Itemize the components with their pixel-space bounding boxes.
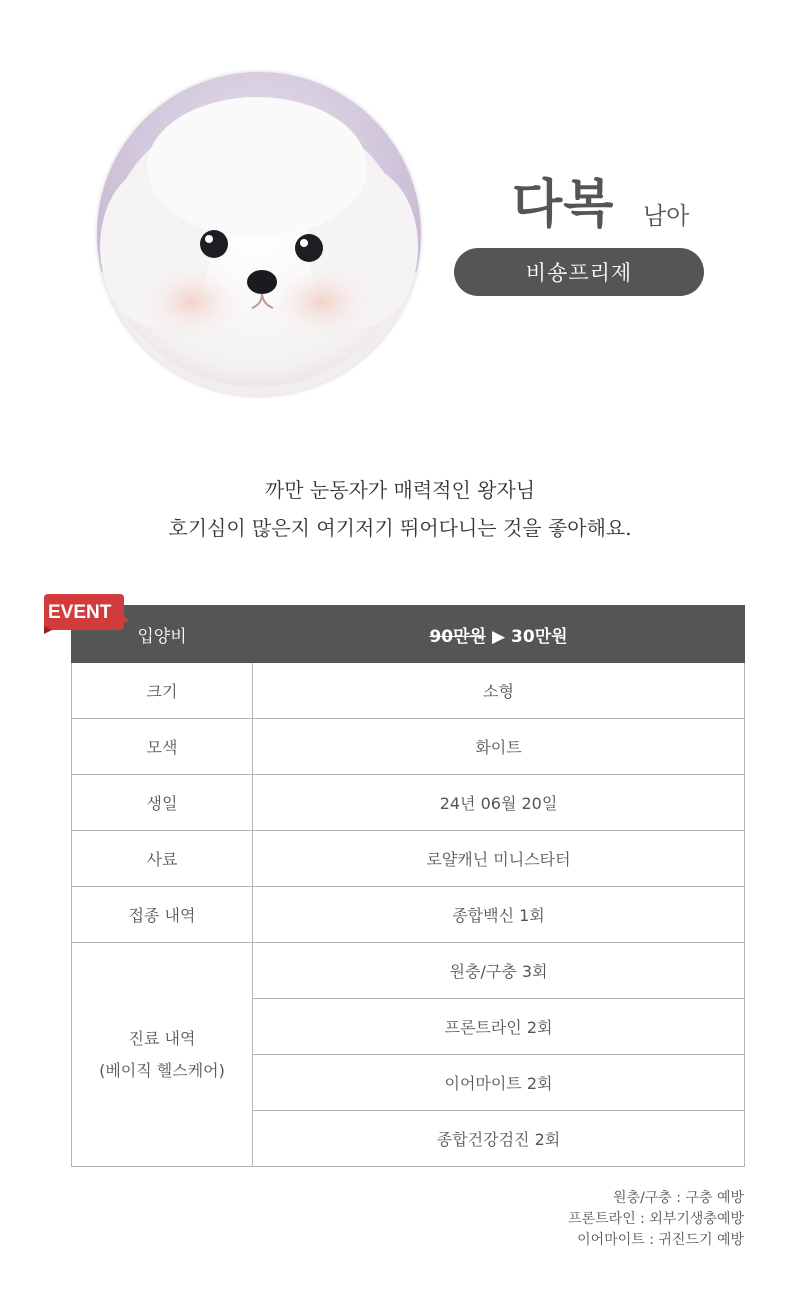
row-label: 크기	[72, 663, 253, 719]
table-row-food	[72, 831, 745, 887]
bichon-puppy-illustration	[97, 72, 421, 396]
table-row-medical	[72, 943, 745, 999]
row-value: 종합백신 1회	[253, 887, 745, 943]
table-row-color	[72, 719, 745, 775]
medical-label	[72, 943, 253, 1167]
adoption-fee-value	[253, 606, 745, 663]
row-value: 소형	[253, 663, 745, 719]
row-value: 로얄캐닌 미니스타터	[253, 831, 745, 887]
adoption-info-table	[71, 605, 745, 1167]
event-label: EVENT	[48, 602, 112, 623]
footnote-item: 프론트라인 : 외부기생충예방	[568, 1211, 744, 1227]
description-line-1: 까만 눈동자가 매력적인 왕자님	[264, 478, 536, 502]
medical-label-line-2: (베이직 헬스케어)	[99, 1060, 225, 1080]
old-price: 90만원	[429, 626, 486, 647]
row-label: 모색	[72, 719, 253, 775]
medical-label-line-1: 진료 내역	[128, 1028, 196, 1048]
table-row-birthday	[72, 775, 745, 831]
footnotes	[568, 1188, 744, 1251]
price-arrow-icon: ▶	[491, 626, 506, 647]
medical-item: 프론트라인 2회	[253, 999, 745, 1055]
medical-item: 종합건강검진 2회	[253, 1111, 745, 1167]
row-label: 접종 내역	[72, 887, 253, 943]
puppy-name: 다복	[512, 175, 615, 235]
table-row-vaccination	[72, 887, 745, 943]
breed-badge	[454, 248, 704, 296]
breed-label: 비숑프리제	[525, 261, 633, 285]
medical-item: 원충/구충 3회	[253, 943, 745, 999]
puppy-gender: 남아	[643, 202, 690, 230]
table-row-size	[72, 663, 745, 719]
footnote-item: 원충/구충 : 구충 예방	[613, 1190, 744, 1206]
row-label: 사료	[72, 831, 253, 887]
row-value: 24년 06월 20일	[253, 775, 745, 831]
description-line-2: 호기심이 많은지 여기저기 뛰어다니는 것을 좋아해요.	[168, 516, 632, 540]
row-label: 생일	[72, 775, 253, 831]
adoption-fee-label: 입양비	[72, 606, 253, 663]
table-row-adoption-fee	[72, 606, 745, 663]
medical-item: 이어마이트 2회	[253, 1055, 745, 1111]
row-value: 화이트	[253, 719, 745, 775]
new-price: 30만원	[511, 626, 568, 647]
footnote-item: 이어마이트 : 귀진드기 예방	[577, 1232, 744, 1248]
puppy-photo	[97, 72, 421, 396]
